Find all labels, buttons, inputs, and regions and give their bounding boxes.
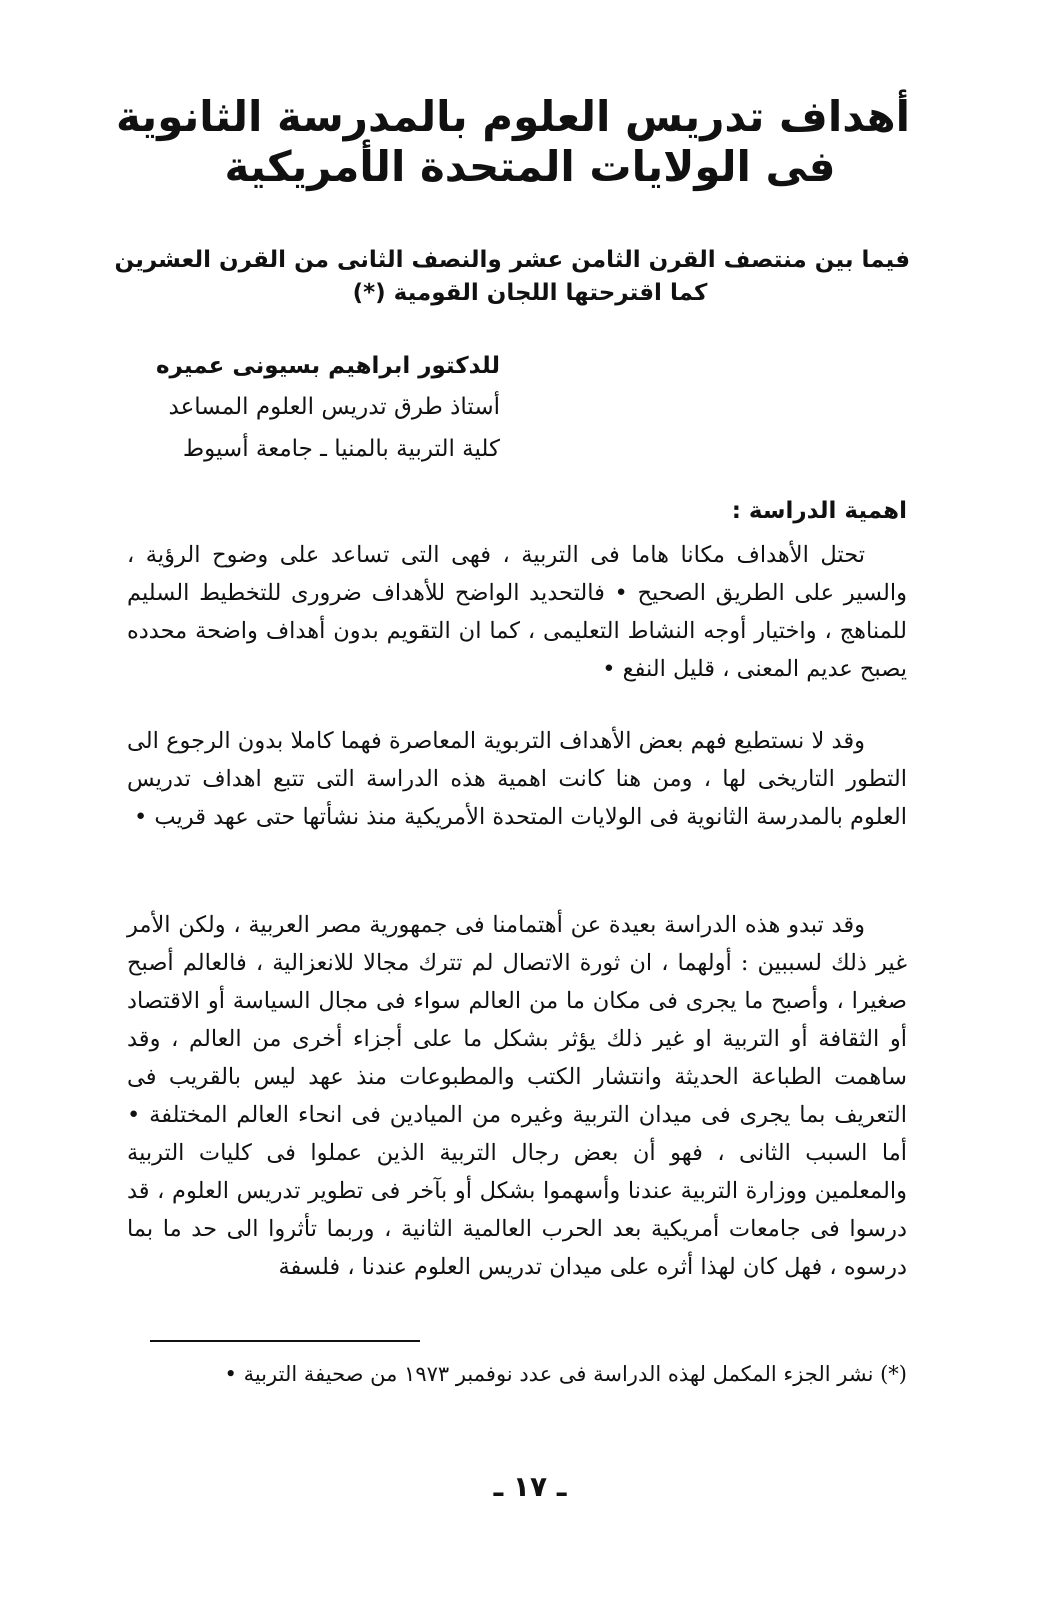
article-title: [115, 92, 910, 191]
author-name: للدكتور ابراهيم بسيونى عميره: [155, 353, 500, 379]
article-subtitle: [114, 244, 910, 311]
title-line-1: أهداف تدريس العلوم بالمدرسة الثانوية: [115, 92, 910, 141]
title-line-2: فى الولايات المتحدة الأمريكية: [224, 141, 836, 191]
page-number: ـ ١٧ ـ: [493, 1470, 567, 1503]
paragraph-1: [127, 536, 907, 688]
paragraph-3-text: وقد تبدو هذه الدراسة بعيدة عن أهتمامنا فى جمهورية مصر العربية ، ولكن الأمر غير ذلك لسببين : أولهما ، ان ثورة الاتصال لم تترك مجالا للانعزالية ، فالعالم أصبح صغيرا ، وأصبح ما يجرى فى مكان ما من العالم سواء فى مجال السياسة أو الاقتصاد أو الثقافة أو التربية او غير ذلك يؤثر بشكل ما على أجزاء أخرى من العالم ، وقد ساهمت الطباعة الحديثة وانتشار الكتب والمطبوعات منذ عهد ليس بالقريب فى التعريف بما يجرى فى ميدان التربية وغيره من الميادين فى انحاء العالم المختلفة • أما السبب الثانى ، فهو أن بعض رجال التربية الذين عملوا فى كليات التربية والمعلمين ووزارة التربية عندنا وأسهموا بشكل أو بآخر فى تطوير تدريس العلوم ، قد درسوا فى جامعات أمريكية بعد الحرب العالمية الثانية ، وربما تأثروا الى حد ما بما درسوه ، فهل كان لهذا أثره على ميدان تدريس العلوم عندنا ، فلسفة: [127, 912, 907, 1280]
paragraph-1-text: تحتل الأهداف مكانا هاما فى التربية ، فهى التى تساعد على وضوح الرؤية ، والسير على الطريق الصحيح • فالتحديد الواضح للأهداف ضرورى للتخطيط السليم للمناهج ، واختيار أوجه النشاط التعليمى ، كما ان التقويم بدون أهداف واضحة محدده يصبح عديم المعنى ، قليل النفع •: [127, 542, 907, 682]
subtitle-line-1: فيما بين منتصف القرن الثامن عشر والنصف الثانى من القرن العشرين: [114, 247, 910, 273]
author-position: أستاذ طرق تدريس العلوم المساعد: [168, 394, 500, 421]
footnote-divider: [150, 1340, 420, 1342]
author-info: [110, 346, 500, 470]
paragraph-3: [127, 906, 907, 1286]
author-affiliation: كلية التربية بالمنيا ـ جامعة أسيوط: [182, 435, 500, 462]
paragraph-2-text: وقد لا نستطيع فهم بعض الأهداف التربوية المعاصرة فهما كاملا بدون الرجوع الى التطور التاريخى لها ، ومن هنا كانت اهمية هذه الدراسة التى تتبع اهداف تدريس العلوم بالمدرسة الثانوية فى الولايات المتحدة الأمريكية منذ نشأتها حتى عهد قريب •: [127, 728, 907, 830]
paragraph-2: [127, 722, 907, 836]
subtitle-line-2: كما اقترحتها اللجان القومية (*): [352, 280, 708, 307]
section-heading: اهمية الدراسة :: [731, 498, 907, 524]
footnote: (*) نشر الجزء المكمل لهذه الدراسة فى عدد نوفمبر ١٩٧٣ من صحيفة التربية •: [224, 1362, 907, 1386]
